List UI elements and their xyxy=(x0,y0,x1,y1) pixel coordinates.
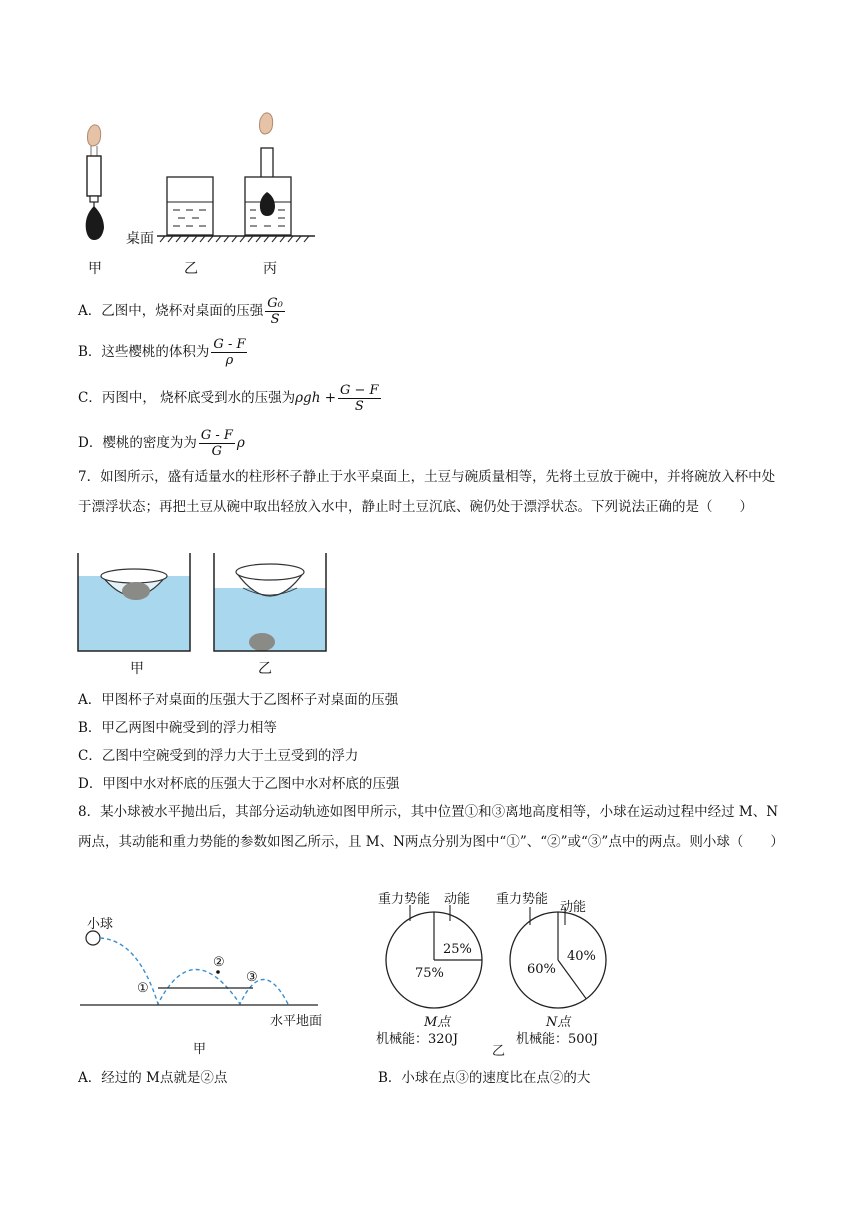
potato-in-water xyxy=(249,633,275,651)
potato-in-bowl xyxy=(122,582,150,600)
q8-stem: 8．某小球被水平抛出后，其部分运动轨迹如图甲所示，其中位置①和③离地高度相等，小球在运动过程中经过 M、N两点，其动能和重力势能的参数如图乙所示，且 M、N两点分别为图中“①”、“②”或“③”点中的两点。则小球（ ） xyxy=(78,804,784,850)
pie-n-potential-label: 重力势能 xyxy=(496,892,549,907)
trajectory-path xyxy=(100,938,288,1004)
point-1-label: ① xyxy=(137,981,149,996)
pie-n-point: N点 xyxy=(546,1015,571,1030)
cup-jia xyxy=(78,553,190,651)
fig-label-yi: 乙 xyxy=(184,261,198,277)
pie-m-kinetic-label: 动能 xyxy=(444,892,471,907)
q6-option-c[interactable] xyxy=(78,383,383,414)
pie-m-energy: 机械能：320J xyxy=(376,1032,459,1047)
q6-option-c-formula: ρgh + xyxy=(295,390,337,406)
cup-yi xyxy=(214,553,326,651)
figure-cherry-beakers xyxy=(60,110,380,280)
point-2-label: ② xyxy=(213,955,225,970)
q6-option-c-fraction: $\frac{G - F}{S}$ xyxy=(340,383,379,414)
fig-label-jia: 甲 xyxy=(88,261,102,277)
q8-option-b[interactable]: B．小球在点③的速度比在点②的大 xyxy=(378,1070,591,1086)
ground-label: 水平地面 xyxy=(270,1014,323,1029)
pie-n-potential-value: 60% xyxy=(527,962,556,977)
pie-m-kinetic-value: 25% xyxy=(443,942,472,957)
pie-m-potential-value: 75% xyxy=(415,966,444,981)
figure-bowl-potato xyxy=(76,550,336,655)
pie-n-kinetic-label: 动能 xyxy=(560,900,587,915)
table-label: 桌面 xyxy=(126,231,154,247)
ball-icon xyxy=(86,931,100,945)
cherries-shape xyxy=(86,206,104,240)
q6-option-b[interactable] xyxy=(78,337,249,368)
q7-label-yi: 乙 xyxy=(258,661,272,677)
q7-option-b[interactable]: B．甲乙两图中碗受到的浮力相等 xyxy=(78,720,277,736)
q6-option-d-rho: ρ xyxy=(236,435,245,451)
beaker-yi xyxy=(167,177,213,235)
q6-option-a-fraction: $\frac{\text{G₀}}{S}$ xyxy=(267,296,283,327)
q6-option-a[interactable] xyxy=(78,296,287,327)
figure-energy-pies xyxy=(380,905,640,1015)
q6-option-b-fraction: $\frac{G - F}{\rho}$ xyxy=(213,337,246,368)
fig-jia-caption: 甲 xyxy=(193,1042,207,1057)
fig-label-bing: 丙 xyxy=(263,261,277,277)
beaker-bing xyxy=(245,113,291,235)
point-2-dot xyxy=(216,970,220,974)
ball-label: 小球 xyxy=(87,917,114,932)
q6-option-d-fraction: $\frac{G - F}{G}$ xyxy=(200,428,233,459)
q7-label-jia: 甲 xyxy=(130,661,144,677)
q6-option-d-text: D．樱桃的密度为为 xyxy=(78,435,197,451)
pie-m-point: M点 xyxy=(424,1015,451,1030)
hand-icon xyxy=(88,125,101,156)
q6-option-c-text: C．丙图中， 烧杯底受到水的压强为 xyxy=(78,390,296,406)
pie-m-potential-label: 重力势能 xyxy=(378,892,431,907)
q7-option-c[interactable]: C．乙图中空碗受到的浮力大于土豆受到的浮力 xyxy=(78,748,359,764)
fig-yi-caption: 乙 xyxy=(492,1044,506,1059)
q6-option-a-text: A．乙图中，烧杯对桌面的压强 xyxy=(78,303,264,319)
q7-stem: 7．如图所示，盛有适量水的柱形杯子静止于水平桌面上，土豆与碗质量相等，先将土豆放于碗中，并将碗放入杯中处于漂浮状态；再把土豆从碗中取出轻放入水中，静止时土豆沉底、碗仍处于漂浮状态。下列说法正确的是（ ） xyxy=(78,469,776,515)
q7-option-a[interactable]: A．甲图杯子对桌面的压强大于乙图杯子对桌面的压强 xyxy=(78,692,399,708)
q6-option-b-text: B．这些樱桃的体积为 xyxy=(78,344,210,360)
pie-n-kinetic-value: 40% xyxy=(567,949,596,964)
q7-option-d[interactable]: D．甲图中水对杯底的压强大于乙图中水对杯底的压强 xyxy=(78,776,400,792)
q8-option-a[interactable]: A．经过的 M点就是②点 xyxy=(78,1070,228,1086)
point-3-label: ③ xyxy=(246,970,258,985)
q6-option-d[interactable] xyxy=(78,428,245,459)
pie-n-energy: 机械能：500J xyxy=(516,1032,599,1047)
